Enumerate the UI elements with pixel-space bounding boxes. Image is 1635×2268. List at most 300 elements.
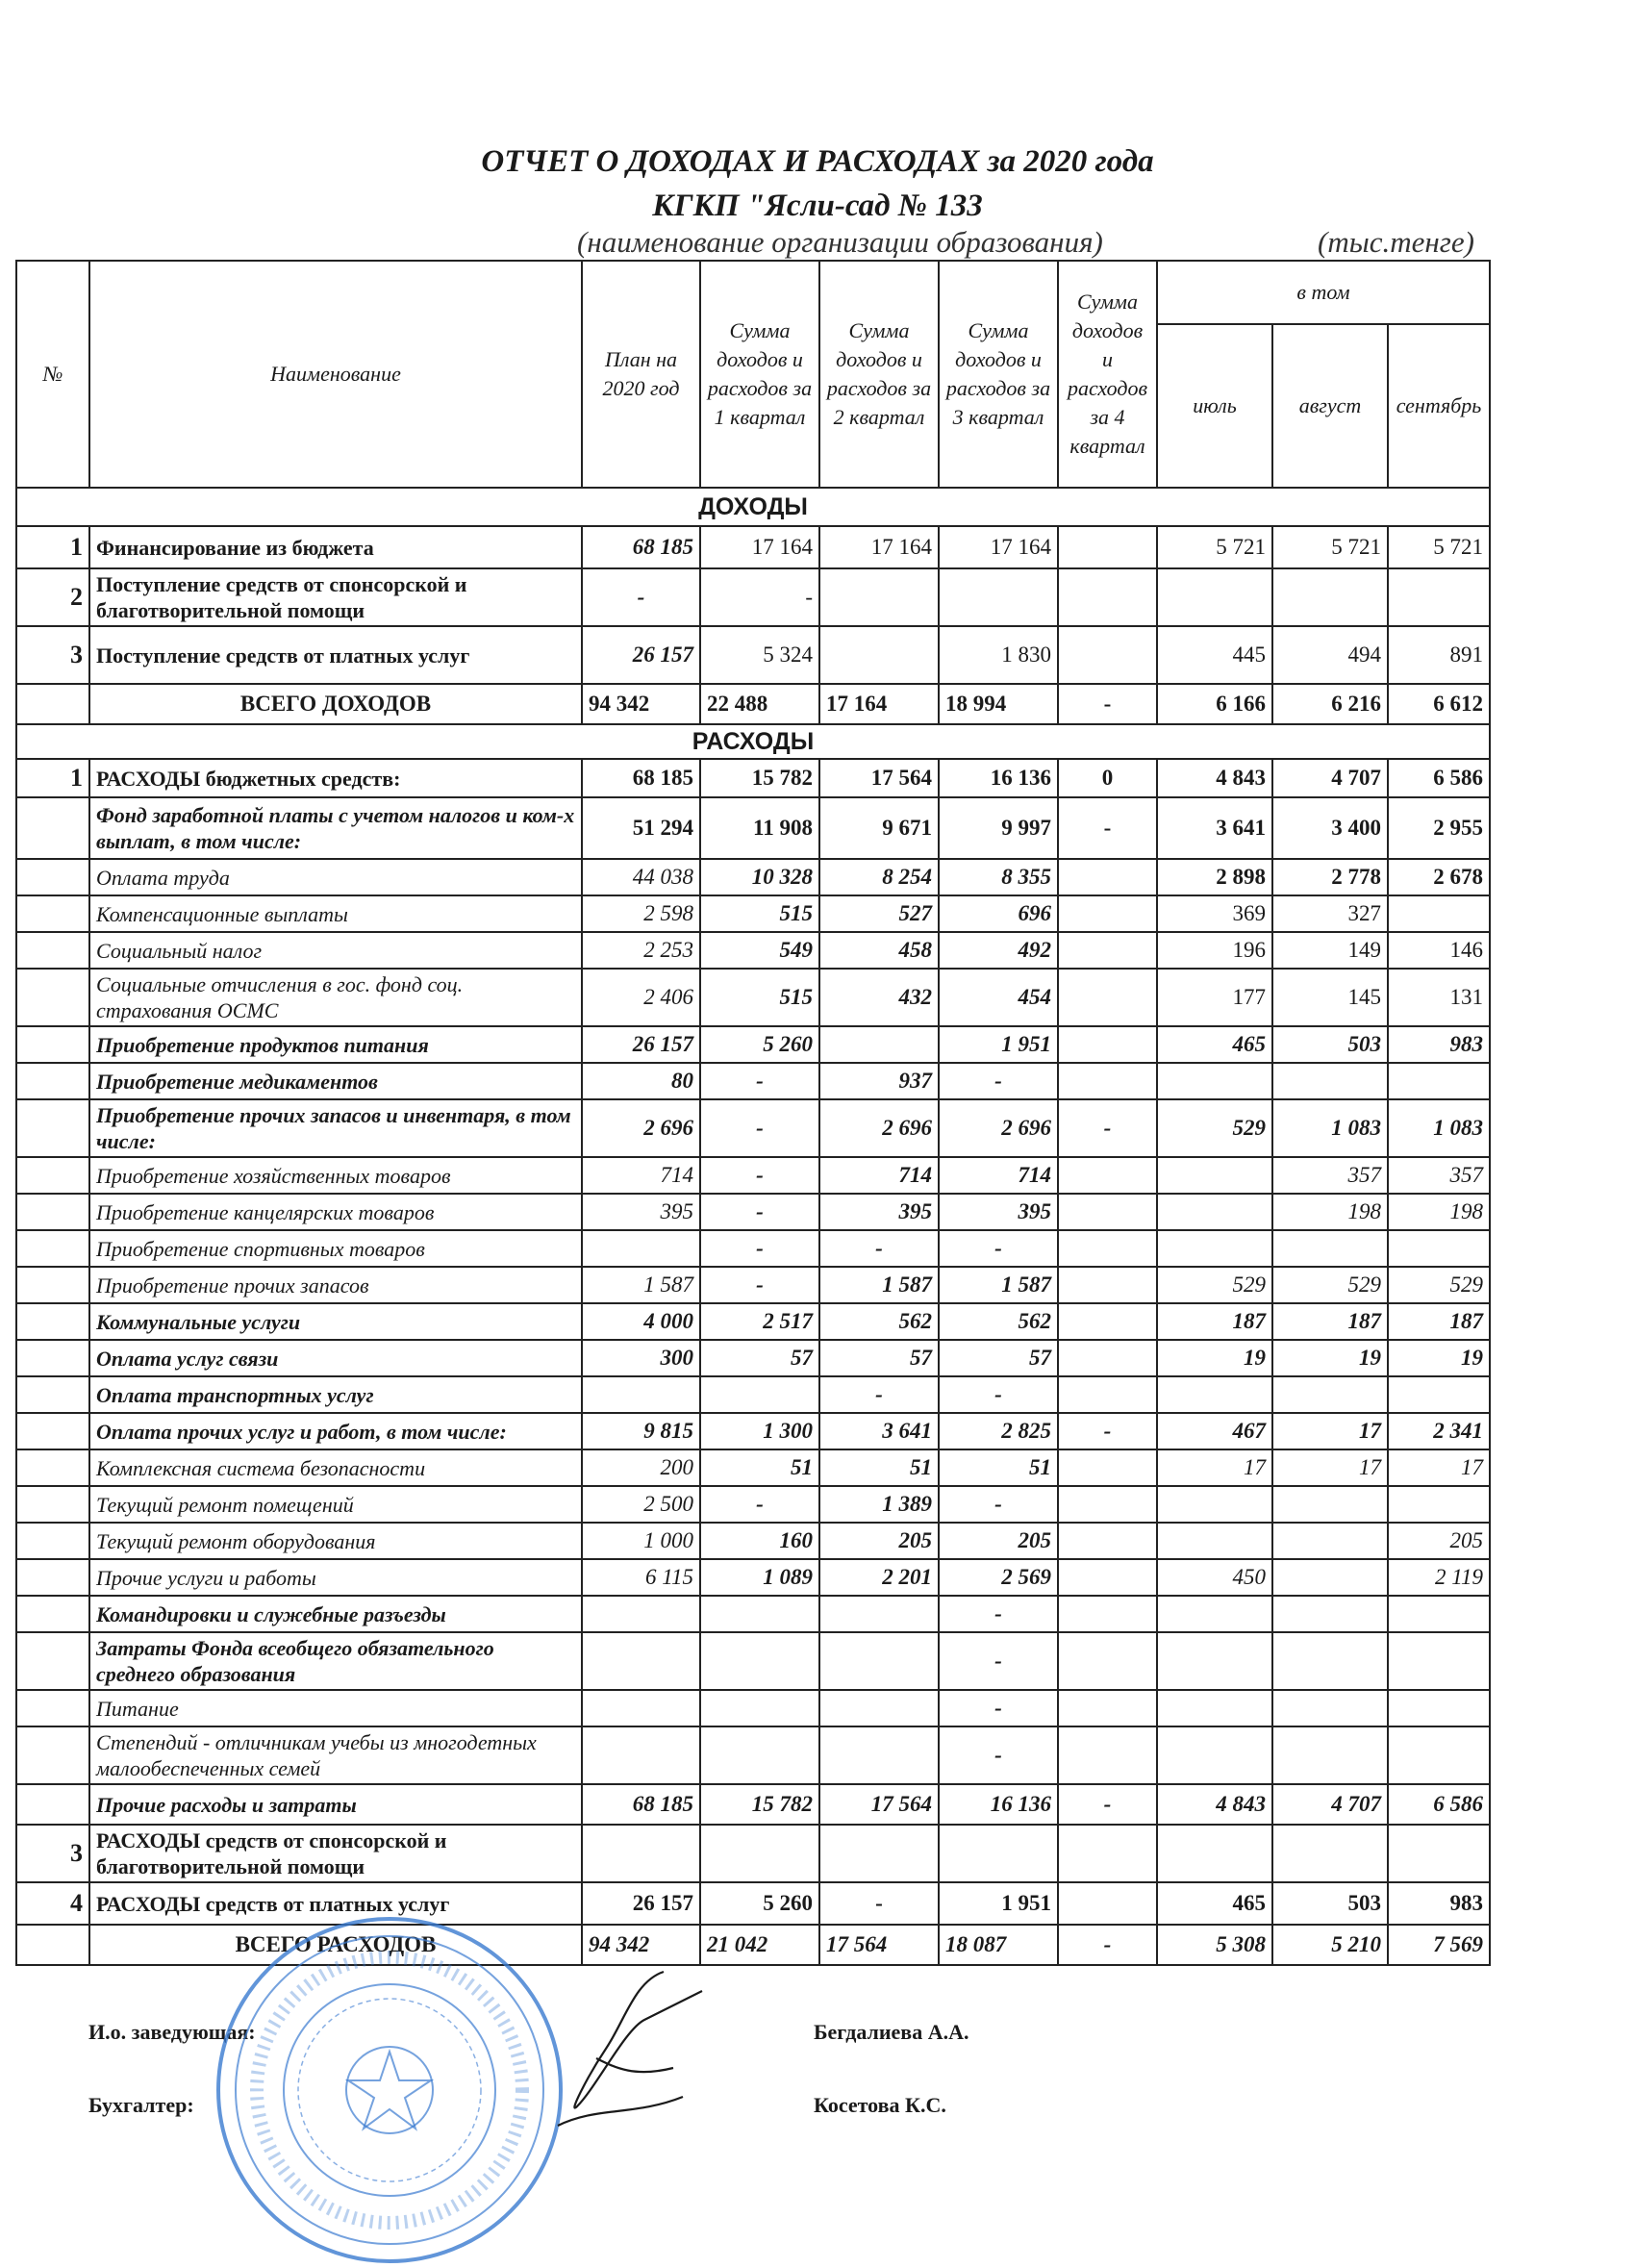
cell-plan	[582, 1230, 700, 1267]
cell-m2: 4 707	[1272, 1784, 1388, 1825]
cell-m3: 17	[1388, 1449, 1490, 1486]
cell-q1: -	[700, 1267, 819, 1303]
cell-m1: 4 843	[1157, 1784, 1272, 1825]
cell-q4	[1058, 526, 1157, 568]
expense-row	[16, 1303, 1490, 1340]
cell-q4	[1058, 1026, 1157, 1063]
row-name: Текущий ремонт помещений	[89, 1486, 582, 1523]
cell-q4	[1058, 1632, 1157, 1690]
cell-m3	[1388, 568, 1490, 626]
row-number	[16, 1726, 89, 1784]
cell-plan: 68 185	[582, 526, 700, 568]
cell-m2: 3 400	[1272, 797, 1388, 859]
cell-m2: 187	[1272, 1303, 1388, 1340]
expense-row	[16, 1413, 1490, 1449]
cell-m3: 1 083	[1388, 1099, 1490, 1157]
cell-q2: 432	[819, 969, 939, 1026]
cell-m3: 5 721	[1388, 526, 1490, 568]
expense-row	[16, 1596, 1490, 1632]
cell-q2: 51	[819, 1449, 939, 1486]
cell-q3: 16 136	[939, 759, 1058, 797]
expense-row	[16, 1099, 1490, 1157]
row-name: Социальный налог	[89, 932, 582, 969]
cell-q2: 205	[819, 1523, 939, 1559]
cell-m3: 198	[1388, 1194, 1490, 1230]
expense-row	[16, 1632, 1490, 1690]
expense-row	[16, 1026, 1490, 1063]
row-name: Командировки и служебные разъезды	[89, 1596, 582, 1632]
total-m2: 6 216	[1272, 684, 1388, 724]
cell-plan	[582, 1726, 700, 1784]
cell-q1	[700, 1596, 819, 1632]
cell-m3: 19	[1388, 1340, 1490, 1376]
cell-q3: 9 997	[939, 797, 1058, 859]
cell-m2: 503	[1272, 1026, 1388, 1063]
cell-plan	[582, 1825, 700, 1882]
cell-m3: 891	[1388, 626, 1490, 684]
cell-m1: 450	[1157, 1559, 1272, 1596]
cell-q3: -	[939, 1486, 1058, 1523]
cell-q1: -	[700, 1099, 819, 1157]
cell-q1	[700, 1726, 819, 1784]
cell-q1: -	[700, 1063, 819, 1099]
expense-row	[16, 1523, 1490, 1559]
cell-m1	[1157, 1825, 1272, 1882]
cell-q4	[1058, 1303, 1157, 1340]
cell-m2	[1272, 1632, 1388, 1690]
report-title: ОТЧЕТ О ДОХОДАХ И РАСХОДАХ за 2020 года	[481, 144, 1154, 179]
cell-q3: -	[939, 1376, 1058, 1413]
cell-q3: 696	[939, 895, 1058, 932]
cell-m1: 465	[1157, 1882, 1272, 1925]
row-number	[16, 1690, 89, 1726]
col-name-header: Наименование	[89, 261, 582, 488]
expense-row	[16, 969, 1490, 1026]
total-q4: -	[1058, 684, 1157, 724]
row-name: Приобретение хозяйственных товаров	[89, 1157, 582, 1194]
cell-m2: 17	[1272, 1449, 1388, 1486]
cell-plan: 300	[582, 1340, 700, 1376]
cell-m1	[1157, 1486, 1272, 1523]
cell-m2: 1 083	[1272, 1099, 1388, 1157]
total-label: ВСЕГО ДОХОДОВ	[89, 684, 582, 724]
row-number	[16, 1340, 89, 1376]
cell-m3: 529	[1388, 1267, 1490, 1303]
cell-q2: 1 587	[819, 1267, 939, 1303]
cell-plan	[582, 1632, 700, 1690]
cell-q2: 458	[819, 932, 939, 969]
head-name: Бегдалиева А.А.	[814, 2020, 969, 2044]
cell-plan: 2 500	[582, 1486, 700, 1523]
cell-q3: 492	[939, 932, 1058, 969]
cell-m1: 177	[1157, 969, 1272, 1026]
cell-m1: 2 898	[1157, 859, 1272, 895]
row-number: 4	[16, 1882, 89, 1925]
col-september-header: сентябрь	[1388, 324, 1490, 488]
total-blank	[16, 1925, 89, 1965]
row-number	[16, 1449, 89, 1486]
cell-q1: 549	[700, 932, 819, 969]
cell-q4	[1058, 568, 1157, 626]
row-number	[16, 1523, 89, 1559]
cell-q1: -	[700, 568, 819, 626]
row-number	[16, 1413, 89, 1449]
cell-m2	[1272, 1726, 1388, 1784]
expense-row	[16, 1267, 1490, 1303]
expense-row	[16, 1063, 1490, 1099]
cell-q3: 714	[939, 1157, 1058, 1194]
total-m3: 7 569	[1388, 1925, 1490, 1965]
cell-q3: 1 951	[939, 1026, 1058, 1063]
cell-q4: -	[1058, 1784, 1157, 1825]
row-number	[16, 1063, 89, 1099]
cell-q2	[819, 1726, 939, 1784]
cell-m3	[1388, 1230, 1490, 1267]
row-name: Компенсационные выплаты	[89, 895, 582, 932]
expense-row	[16, 1825, 1490, 1882]
cell-q2: 8 254	[819, 859, 939, 895]
signature-scribble	[539, 1962, 731, 2135]
cell-q1: 57	[700, 1340, 819, 1376]
row-number	[16, 1157, 89, 1194]
cell-q1: 15 782	[700, 1784, 819, 1825]
row-number	[16, 1267, 89, 1303]
row-number: 3	[16, 1825, 89, 1882]
cell-m1: 3 641	[1157, 797, 1272, 859]
total-m2: 5 210	[1272, 1925, 1388, 1965]
row-number: 1	[16, 759, 89, 797]
cell-plan: 2 406	[582, 969, 700, 1026]
cell-m3: 357	[1388, 1157, 1490, 1194]
col-months-group-header: в том	[1157, 261, 1490, 324]
cell-m3	[1388, 1376, 1490, 1413]
row-name: Поступление средств от платных услуг	[89, 626, 582, 684]
cell-q1: 160	[700, 1523, 819, 1559]
cell-q2: -	[819, 1230, 939, 1267]
expense-section-header: РАСХОДЫ	[16, 724, 1490, 759]
cell-plan: 2 598	[582, 895, 700, 932]
cell-q1: 11 908	[700, 797, 819, 859]
row-name: Приобретение канцелярских товаров	[89, 1194, 582, 1230]
cell-m1: 17	[1157, 1449, 1272, 1486]
cell-q4	[1058, 1596, 1157, 1632]
cell-q3: 16 136	[939, 1784, 1058, 1825]
cell-q3: -	[939, 1230, 1058, 1267]
income-section-header: ДОХОДЫ	[16, 488, 1490, 526]
cell-m2: 494	[1272, 626, 1388, 684]
cell-q3: -	[939, 1596, 1058, 1632]
cell-plan: 26 157	[582, 1026, 700, 1063]
cell-q3: 1 830	[939, 626, 1058, 684]
total-label: ВСЕГО РАСХОДОВ	[89, 1925, 582, 1965]
cell-q3: 51	[939, 1449, 1058, 1486]
cell-q4	[1058, 1194, 1157, 1230]
row-name: Оплата транспортных услуг	[89, 1376, 582, 1413]
cell-q1: 17 164	[700, 526, 819, 568]
row-name: Социальные отчисления в гос. фонд соц. страхования ОСМС	[89, 969, 582, 1026]
cell-m1: 5 721	[1157, 526, 1272, 568]
cell-q1: -	[700, 1194, 819, 1230]
cell-m3	[1388, 1825, 1490, 1882]
cell-m2	[1272, 1063, 1388, 1099]
cell-m2	[1272, 1690, 1388, 1726]
col-july-header: июль	[1157, 324, 1272, 488]
cell-q2: 17 564	[819, 1784, 939, 1825]
accountant-label: Бухгалтер:	[88, 2093, 194, 2117]
cell-m3	[1388, 1063, 1490, 1099]
cell-m2: 17	[1272, 1413, 1388, 1449]
total-q3: 18 087	[939, 1925, 1058, 1965]
cell-plan: 80	[582, 1063, 700, 1099]
cell-m3	[1388, 895, 1490, 932]
total-m3: 6 612	[1388, 684, 1490, 724]
row-number: 1	[16, 526, 89, 568]
cell-m2	[1272, 568, 1388, 626]
organization-stamp	[212, 1912, 567, 2268]
cell-m3: 6 586	[1388, 1784, 1490, 1825]
col-num-header: №	[16, 261, 89, 488]
cell-m1: 369	[1157, 895, 1272, 932]
cell-q3: 562	[939, 1303, 1058, 1340]
cell-q2: 714	[819, 1157, 939, 1194]
expense-row	[16, 1230, 1490, 1267]
cell-m1	[1157, 1376, 1272, 1413]
cell-m2: 5 721	[1272, 526, 1388, 568]
cell-q2: 17 164	[819, 526, 939, 568]
expense-row	[16, 1449, 1490, 1486]
row-name: Поступление средств от спонсорской и благотворительной помощи	[89, 568, 582, 626]
cell-q3	[939, 1825, 1058, 1882]
cell-m1	[1157, 1690, 1272, 1726]
cell-q2	[819, 1690, 939, 1726]
cell-plan: 2 253	[582, 932, 700, 969]
cell-plan: 26 157	[582, 1882, 700, 1925]
total-m1: 5 308	[1157, 1925, 1272, 1965]
cell-q1	[700, 1632, 819, 1690]
cell-q4	[1058, 626, 1157, 684]
cell-q2	[819, 1596, 939, 1632]
expense-row	[16, 797, 1490, 859]
cell-m3: 205	[1388, 1523, 1490, 1559]
cell-q4: -	[1058, 1413, 1157, 1449]
cell-q3: 2 825	[939, 1413, 1058, 1449]
cell-q4	[1058, 1690, 1157, 1726]
total-q1: 21 042	[700, 1925, 819, 1965]
cell-m2: 145	[1272, 969, 1388, 1026]
cell-m3	[1388, 1596, 1490, 1632]
row-number	[16, 797, 89, 859]
cell-m3: 146	[1388, 932, 1490, 969]
total-q4: -	[1058, 1925, 1157, 1965]
cell-q3: 2 696	[939, 1099, 1058, 1157]
row-name: Питание	[89, 1690, 582, 1726]
cell-q3: 17 164	[939, 526, 1058, 568]
cell-m1	[1157, 1523, 1272, 1559]
cell-m1	[1157, 1632, 1272, 1690]
cell-m1	[1157, 1194, 1272, 1230]
cell-m1	[1157, 1726, 1272, 1784]
cell-plan: 1 000	[582, 1523, 700, 1559]
cell-q1: -	[700, 1486, 819, 1523]
cell-m1: 4 843	[1157, 759, 1272, 797]
cell-m3	[1388, 1486, 1490, 1523]
row-name: Оплата труда	[89, 859, 582, 895]
accountant-name: Косетова К.С.	[814, 2093, 946, 2117]
cell-q2: 527	[819, 895, 939, 932]
organization-caption: (наименование организации образования)	[577, 225, 1103, 259]
cell-q1	[700, 1376, 819, 1413]
cell-q3: 205	[939, 1523, 1058, 1559]
total-m1: 6 166	[1157, 684, 1272, 724]
cell-q1: 1 300	[700, 1413, 819, 1449]
cell-q1	[700, 1690, 819, 1726]
expense-row	[16, 1690, 1490, 1726]
cell-plan	[582, 1376, 700, 1413]
row-number: 3	[16, 626, 89, 684]
cell-plan: 2 696	[582, 1099, 700, 1157]
cell-m1: 529	[1157, 1099, 1272, 1157]
cell-plan: 714	[582, 1157, 700, 1194]
cell-plan: -	[582, 568, 700, 626]
cell-q4	[1058, 1559, 1157, 1596]
cell-m1	[1157, 568, 1272, 626]
cell-q4	[1058, 1882, 1157, 1925]
cell-q4	[1058, 859, 1157, 895]
total-q2: 17 564	[819, 1925, 939, 1965]
expense-row	[16, 1784, 1490, 1825]
cell-m2	[1272, 1376, 1388, 1413]
expense-row	[16, 1340, 1490, 1376]
row-number	[16, 1784, 89, 1825]
col-q1-header: Сумма доходов и расходов за 1 квартал	[700, 261, 819, 488]
col-august-header: август	[1272, 324, 1388, 488]
cell-m3: 6 586	[1388, 759, 1490, 797]
cell-m1: 465	[1157, 1026, 1272, 1063]
row-number	[16, 1559, 89, 1596]
total-q1: 22 488	[700, 684, 819, 724]
row-name: Приобретение продуктов питания	[89, 1026, 582, 1063]
row-name: Финансирование из бюджета	[89, 526, 582, 568]
row-number	[16, 859, 89, 895]
cell-q4	[1058, 1825, 1157, 1882]
total-q2: 17 164	[819, 684, 939, 724]
total-q3: 18 994	[939, 684, 1058, 724]
cell-m3: 2 341	[1388, 1413, 1490, 1449]
units-label: (тыс.тенге)	[1318, 225, 1474, 259]
cell-q2: -	[819, 1882, 939, 1925]
cell-m1: 196	[1157, 932, 1272, 969]
cell-q4	[1058, 932, 1157, 969]
row-number	[16, 1194, 89, 1230]
income-row	[16, 526, 1490, 568]
row-number	[16, 932, 89, 969]
cell-q2: 9 671	[819, 797, 939, 859]
cell-q2	[819, 626, 939, 684]
cell-q1: -	[700, 1230, 819, 1267]
cell-q4	[1058, 895, 1157, 932]
cell-q2: 1 389	[819, 1486, 939, 1523]
cell-q2: 57	[819, 1340, 939, 1376]
expense-row	[16, 1157, 1490, 1194]
cell-m2: 529	[1272, 1267, 1388, 1303]
col-plan-header: План на 2020 год	[582, 261, 700, 488]
cell-q3: 8 355	[939, 859, 1058, 895]
row-name: Прочие услуги и работы	[89, 1559, 582, 1596]
report-table	[15, 260, 1491, 1966]
row-number	[16, 1303, 89, 1340]
row-name: Приобретение спортивных товаров	[89, 1230, 582, 1267]
cell-plan: 68 185	[582, 759, 700, 797]
cell-q4: 0	[1058, 759, 1157, 797]
col-q4-header: Сумма доходов и расходов за 4 квартал	[1058, 261, 1157, 488]
total-blank	[16, 684, 89, 724]
row-number	[16, 1486, 89, 1523]
row-number	[16, 1596, 89, 1632]
cell-plan	[582, 1690, 700, 1726]
cell-q1: 515	[700, 969, 819, 1026]
expense-row	[16, 1376, 1490, 1413]
col-q3-header: Сумма доходов и расходов за 3 квартал	[939, 261, 1058, 488]
cell-plan: 44 038	[582, 859, 700, 895]
cell-m3: 2 119	[1388, 1559, 1490, 1596]
report-body	[16, 488, 1490, 1965]
row-name: Оплата услуг связи	[89, 1340, 582, 1376]
cell-q3: -	[939, 1063, 1058, 1099]
row-name: Оплата прочих услуг и работ, в том числе:	[89, 1413, 582, 1449]
head-label: И.о. заведующая:	[88, 2020, 256, 2044]
total-plan: 94 342	[582, 684, 700, 724]
cell-plan: 26 157	[582, 626, 700, 684]
row-number: 2	[16, 568, 89, 626]
cell-q3: -	[939, 1632, 1058, 1690]
cell-q4	[1058, 1230, 1157, 1267]
row-name: Степендий - отличникам учебы из многодетных малообеспеченных семей	[89, 1726, 582, 1784]
total-plan: 94 342	[582, 1925, 700, 1965]
expense-row	[16, 1726, 1490, 1784]
cell-q2: 2 696	[819, 1099, 939, 1157]
row-number	[16, 969, 89, 1026]
row-name: РАСХОДЫ средств от спонсорской и благотворительной помощи	[89, 1825, 582, 1882]
cell-m3: 131	[1388, 969, 1490, 1026]
cell-plan	[582, 1596, 700, 1632]
cell-q4	[1058, 1267, 1157, 1303]
cell-q1: 2 517	[700, 1303, 819, 1340]
cell-q4	[1058, 1340, 1157, 1376]
cell-plan: 6 115	[582, 1559, 700, 1596]
cell-plan: 1 587	[582, 1267, 700, 1303]
cell-plan: 9 815	[582, 1413, 700, 1449]
cell-m1	[1157, 1596, 1272, 1632]
cell-m2	[1272, 1523, 1388, 1559]
expense-row	[16, 1194, 1490, 1230]
row-number	[16, 1632, 89, 1690]
cell-q1: 51	[700, 1449, 819, 1486]
cell-q2: 937	[819, 1063, 939, 1099]
row-name: Прочие расходы и затраты	[89, 1784, 582, 1825]
cell-m1: 19	[1157, 1340, 1272, 1376]
cell-m1: 445	[1157, 626, 1272, 684]
cell-m2: 4 707	[1272, 759, 1388, 797]
cell-plan: 68 185	[582, 1784, 700, 1825]
cell-m3	[1388, 1690, 1490, 1726]
cell-m2: 357	[1272, 1157, 1388, 1194]
cell-q3: -	[939, 1726, 1058, 1784]
cell-m1	[1157, 1157, 1272, 1194]
expense-row	[16, 895, 1490, 932]
cell-q1: 15 782	[700, 759, 819, 797]
cell-q3	[939, 568, 1058, 626]
cell-m3	[1388, 1632, 1490, 1690]
